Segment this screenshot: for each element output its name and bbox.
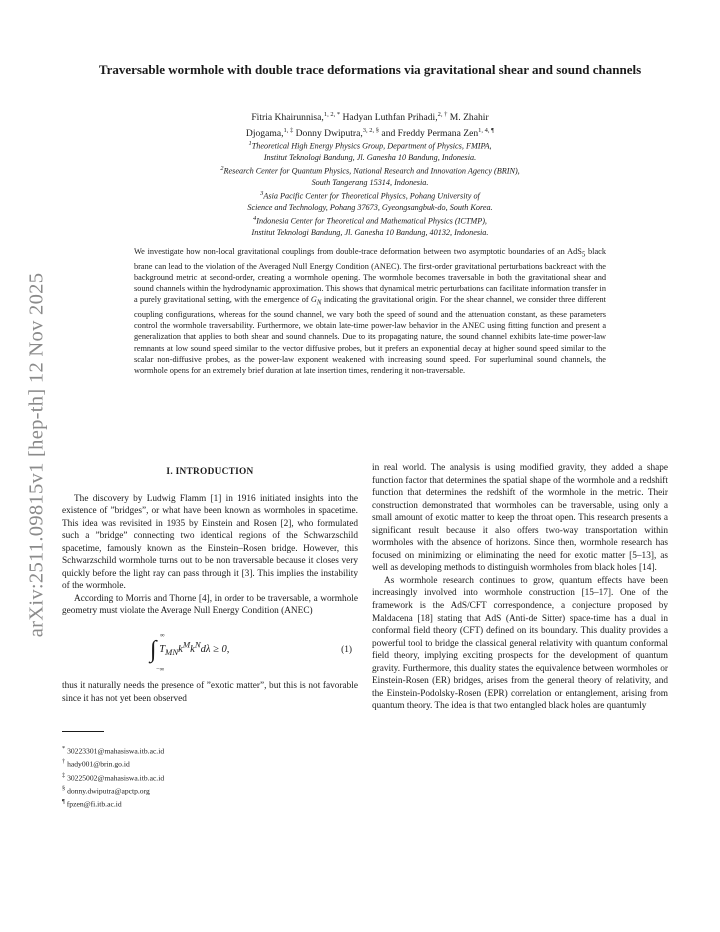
- abstract: We investigate how non-local gravitational couplings from double-trace deformation between two asymptotic boundaries of an AdS$_5$ black brane can lead to the violation of the Averaged Null Energy Condition (ANEC). The first-order gravitational perturbations backreact with the background metric at second-order, creating a wormhole opening. The wormhole becomes traversable in both the gravitational shear and sound channels within the hydrodynamic approximation. This shows that dynamical metric perturbations can facilitate information transfer in a purely gravitational setting, with the emergence of $G_N$ indicating the gravitational origin. For the shear channel, we consider three different coupling configurations, whereas for the sound channel, we vary both the speed of sound and the attenuation constant, as these parameters control the wormhole traversability. Furthermore, we obtain late-time power-law behavior in the ANEC using fitting function and present a generalization that applies to both shear and sound channels. Due to its propagating nature, the sound channel exhibits late-time power-law remnants at low sound speed similar to the vector diffusive probes, but it prefers an exponential decay at higher sound speed similar to the scalar non-diffusive probes, as the power-law exponent weakened with increasing sound speed. For superluminal sound channels, the wormhole opens for an extremely brief duration at late insertion times, rendering it non-traversable.: [134, 247, 606, 375]
- affiliation-line: $^2$Research Center for Quantum Physics, National Research and Innovation Agency (BRIN),: [220, 164, 520, 176]
- affiliation-line: $^4$Indonesia Center for Theoretical and Mathematical Physics (ICTMP),: [253, 214, 487, 226]
- footnotes: [62, 744, 358, 810]
- author-list: [150, 108, 590, 140]
- affiliation-line: $^3$Asia Pacific Center for Theoretical Physics, Pohang University of: [260, 189, 480, 201]
- intro-paragraph-2: According to Morris and Thorne [4], in order to be traversable, a wormhole geometry must violate the Average Null Energy Condition (ANEC): [62, 593, 358, 617]
- arxiv-stamp-text: arXiv:2511.09815v1 [hep-th] 12 Nov 2025: [25, 272, 48, 638]
- footnote: ¶ fpzen@fi.itb.ac.id: [62, 798, 122, 809]
- intro-paragraph-5: As wormhole research continues to grow, quantum effects have been increasingly involved into wormhole construction [15–17]. One of the framework is the AdS/CFT correspondence, a conjecture proposed by Maldacena [18] stating that AdS (Anti-de Sitter) space-time has a dual in conformal field theory (CFT) defined on its boundary. This duality provides a powerful tool to bridge the classical general relativity with quantum conformal field theory, implying exciting prospects for the development of quantum gravity. Furthermore, this duality states the equivalence between wormholes or Einstein-Rosen (ER) bridges, arises from the general theory of relativity, and the Einstein-Podolsky-Rosen (EPR) correlation or entanglement, arising from quantum theory. The idea is that two entangled black holes are quantumly: [372, 575, 668, 712]
- footnote-rule: [62, 731, 104, 732]
- section-heading: I. INTRODUCTION: [166, 467, 254, 477]
- intro-paragraph-1: The discovery by Ludwig Flamm [1] in 1916 initiated insights into the existence of ”bridges”, or what have been known as wormholes in spacetime. This idea was revisited in 1935 by Einstein and Rosen [2], who formulated such a ”bridge” connecting two identical regions of the Schwarzschild spacetime, famously known as the Einstein–Rosen bridge. However, this Schwarzschild wormhole turns out to be non traversable because it closes very quickly before the light ray can pass through it [3]. This implies the instability of the wormhole.: [62, 493, 358, 592]
- left-column: [62, 462, 358, 810]
- footnote: ‡ 30225002@mahasiswa.itb.ac.id: [62, 771, 165, 783]
- author-line-1: Fitria Khairunnisa,$^{1, 2, *}$ Hadyan Luthfan Prihadi,$^{2, \dagger}$ M. Zhahir: [251, 111, 489, 124]
- integral-lower-limit: −∞: [156, 666, 165, 674]
- affiliations: [120, 138, 620, 238]
- affiliation-line: Institut Teknologi Bandung, Jl. Ganesha 10 Bandung, Indonesia.: [263, 152, 477, 162]
- author-line-2: Djogama,$^{1, \ddagger}$ Donny Dwiputra,$^{3, 2, \S}$ and Freddy Permana Zen$^{1, 4, \P}$: [245, 127, 495, 140]
- footnote: § donny.dwiputra@apctp.org: [62, 784, 150, 796]
- integral-sign: ∫: [150, 636, 157, 663]
- footnote: † hady001@brin.go.id: [62, 758, 130, 769]
- paper-title: Traversable wormhole with double trace deformations via gravitational shear and sound channels: [98, 62, 642, 77]
- right-column: [372, 462, 668, 713]
- equation-1: [62, 628, 358, 674]
- intro-paragraph-3: thus it naturally needs the presence of ”exotic matter”, but this is not favorable since it has not yet been observed: [62, 681, 358, 704]
- equation-body: $T_{MN}k^Mk^Nd\lambda \ge 0$,: [159, 639, 230, 657]
- footnote: * 30223301@mahasiswa.itb.ac.id: [62, 745, 165, 756]
- integral-upper-limit: ∞: [160, 632, 165, 640]
- affiliation-line: South Tangerang 15314, Indonesia.: [311, 177, 429, 187]
- intro-paragraph-4: in real world. The analysis is using modified gravity, they added a shape function factor that determines the spatial shape of the wormhole and a redshift function that determines the redshift of the wormhole in the metric. Their construction demonstrated that wormholes can be traversable, using only a small amount of exotic matter to keep the throat open. This research presents a significant result because it also offers two-way transportation within wormholes with the absence of horizons. Since then, wormhole research has focused on minimizing or eliminating the need for exotic matter [5–13], as well as developing methods to distinguish wormholes from black holes [14].: [372, 463, 668, 574]
- affiliation-line: $^1$Theoretical High Energy Physics Group, Department of Physics, FMIPA,: [248, 140, 492, 151]
- affiliation-line: Institut Teknologi Bandung, Jl. Ganesha 10 Bandung, 40132, Indonesia.: [251, 227, 489, 237]
- arxiv-stamp: [19, 255, 55, 655]
- equation-number: (1): [341, 645, 352, 656]
- affiliation-line: Science and Technology, Pohang 37673, Gyeongsangbuk-do, South Korea.: [247, 202, 493, 212]
